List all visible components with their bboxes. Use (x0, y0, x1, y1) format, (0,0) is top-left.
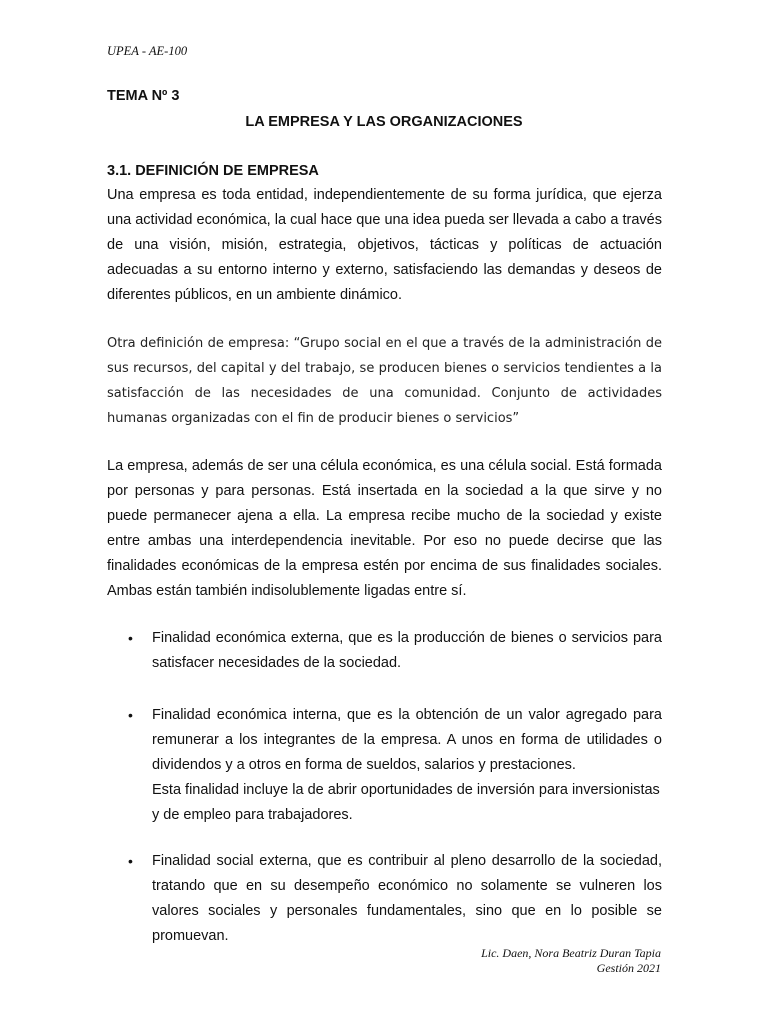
footer-period: Gestión 2021 (596, 961, 661, 975)
list-item-text: Finalidad económica externa, que es la producción de bienes o servicios para satisfacer necesidades de la sociedad. (152, 630, 662, 671)
bullet-icon: • (128, 707, 133, 723)
list-item (128, 849, 662, 949)
list-item-text: Finalidad social externa, que es contribuir al pleno desarrollo de la sociedad, tratando que en su desempeño económico no solamente se vulneren los valores sociales y personales fundamentales, sino que en lo posible se promuevan. (152, 853, 662, 944)
section-heading: 3.1. DEFINICIÓN DE EMPRESA (107, 163, 319, 179)
bullet-icon: • (128, 630, 133, 646)
paragraph-other-definition: Otra definición de empresa: “Grupo social en el que a través de la administración de sus recursos, del capital y del trabajo, se producen bienes o servicios tendientes a la satisfacción de las necesidades de una comunidad. Conjunto de actividades humanas organizadas con el fin de producir bienes o servicios” (107, 336, 662, 426)
page-footer (481, 946, 661, 976)
list-item (128, 703, 662, 828)
paragraph-definition: Una empresa es toda entidad, independientemente de su forma jurídica, que ejerza una actividad económica, la cual hace que una idea pueda ser llevada a cabo a través de una visión, misión, estrategia, objetivos, tácticas y políticas de actuación adecuadas a su entorno interno y externo, satisfaciendo las demandas y deseos de diferentes públicos, en un ambiente dinámico. (107, 187, 662, 303)
page-header: UPEA - AE-100 (107, 44, 188, 58)
footer-author: Lic. Daen, Nora Beatriz Duran Tapia (481, 946, 661, 960)
list-item (128, 626, 662, 676)
paragraph-social-cell: La empresa, además de ser una célula económica, es una célula social. Está formada por personas y para personas. Está insertada en la sociedad a la que sirve y no puede permanecer ajena a ella. La empresa recibe mucho de la sociedad y existe entre ambas una interdependencia inevitable. Por eso no puede decirse que las finalidades económicas de la empresa estén por encima de sus finalidades sociales. Ambas están también indisolublemente ligadas entre sí. (107, 458, 662, 599)
list-item-text: Finalidad económica interna, que es la obtención de un valor agregado para remunerar a los integrantes de la empresa. A unos en forma de utilidades o dividendos y a otros en forma de sueldos, salarios y prestaciones. (152, 707, 662, 773)
document-title: LA EMPRESA Y LAS ORGANIZACIONES (245, 114, 523, 130)
list-item-extra-text: Esta finalidad incluye la de abrir oportunidades de inversión para inversionistas y de empleo para trabajadores. (152, 782, 660, 823)
topic-label: TEMA Nº 3 (107, 88, 180, 104)
bullet-icon: • (128, 853, 133, 869)
